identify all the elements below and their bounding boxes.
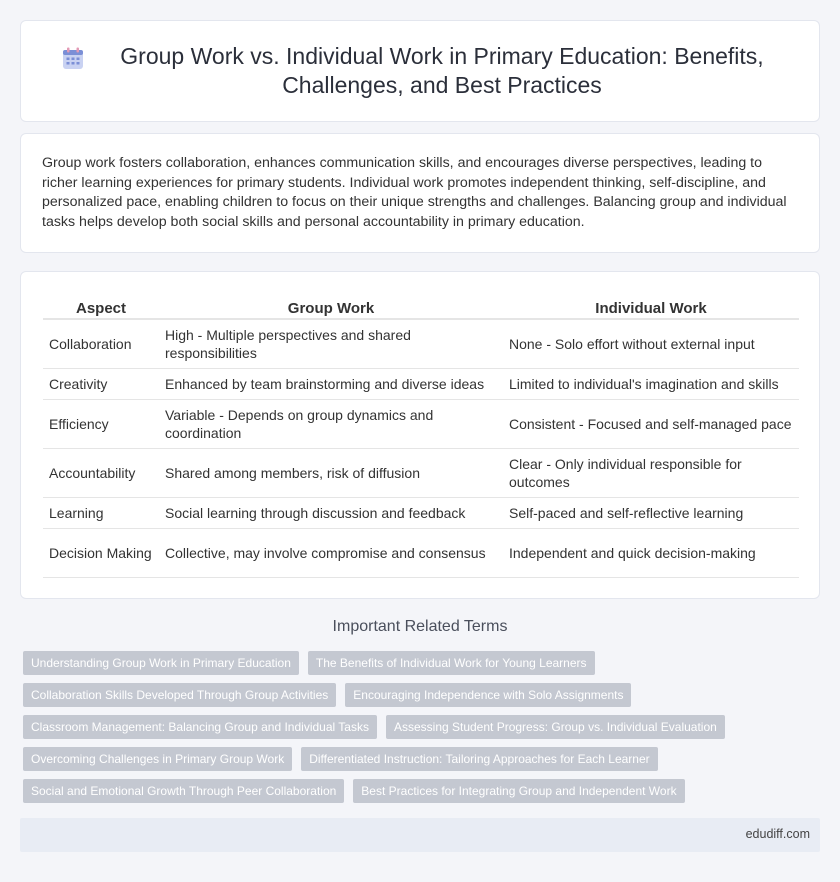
cell-individual: None - Solo effort without external input bbox=[503, 320, 799, 369]
related-term-tag[interactable]: Classroom Management: Balancing Group and Individual Tasks bbox=[23, 715, 377, 739]
header-individual-work: Individual Work bbox=[503, 296, 799, 320]
related-term-tag[interactable]: Collaboration Skills Developed Through Group Activities bbox=[23, 683, 336, 707]
cell-group: Collective, may involve compromise and consensus bbox=[159, 529, 503, 578]
footer-bar bbox=[20, 818, 820, 852]
table-row bbox=[43, 498, 799, 529]
cell-aspect: Creativity bbox=[43, 369, 159, 400]
cell-individual: Self-paced and self-reflective learning bbox=[503, 498, 799, 529]
comparison-table bbox=[43, 296, 799, 578]
related-term-tag[interactable]: Assessing Student Progress: Group vs. Individual Evaluation bbox=[386, 715, 725, 739]
related-term-tag[interactable]: Social and Emotional Growth Through Peer Collaboration bbox=[23, 779, 344, 803]
cell-individual: Independent and quick decision-making bbox=[503, 529, 799, 578]
related-term-tag[interactable]: The Benefits of Individual Work for Young Learners bbox=[308, 651, 595, 675]
cell-group: Shared among members, risk of diffusion bbox=[159, 449, 503, 498]
intro-paragraph: Group work fosters collaboration, enhances communication skills, and encourages diverse perspectives, leading to richer learning experiences for primary students. Individual work promotes independent thinking, self-discipline, and personalized pace, enabling children to focus on their unique strengths and challenges. Balancing group and individual tasks helps develop both social skills and personal accountability in primary education. bbox=[42, 155, 787, 230]
cell-aspect: Learning bbox=[43, 498, 159, 529]
table-row bbox=[43, 320, 799, 369]
related-term-tag[interactable]: Differentiated Instruction: Tailoring Approaches for Each Learner bbox=[301, 747, 657, 771]
cell-group: Social learning through discussion and feedback bbox=[159, 498, 503, 529]
cell-individual: Consistent - Focused and self-managed pace bbox=[503, 400, 799, 449]
cell-group: Variable - Depends on group dynamics and coordination bbox=[159, 400, 503, 449]
table-row bbox=[43, 449, 799, 498]
cell-individual: Limited to individual's imagination and skills bbox=[503, 369, 799, 400]
header-group-work: Group Work bbox=[159, 296, 503, 320]
related-term-tag[interactable]: Overcoming Challenges in Primary Group Work bbox=[23, 747, 292, 771]
cell-aspect: Decision Making bbox=[43, 529, 159, 578]
cell-group: Enhanced by team brainstorming and diverse ideas bbox=[159, 369, 503, 400]
comparison-card bbox=[20, 271, 820, 599]
cell-aspect: Accountability bbox=[43, 449, 159, 498]
calendar-grid-icon bbox=[60, 46, 86, 72]
table-row bbox=[43, 400, 799, 449]
cell-group: High - Multiple perspectives and shared responsibilities bbox=[159, 320, 503, 369]
cell-aspect: Efficiency bbox=[43, 400, 159, 449]
header-aspect: Aspect bbox=[43, 296, 159, 320]
related-terms-list bbox=[23, 651, 803, 811]
intro-card bbox=[20, 133, 820, 253]
footer-site-link[interactable]: edudiff.com bbox=[745, 827, 810, 841]
related-term-tag[interactable]: Understanding Group Work in Primary Education bbox=[23, 651, 299, 675]
table-row bbox=[43, 369, 799, 400]
page-title: Group Work vs. Individual Work in Primary Education: Benefits, Challenges, and Best Practices bbox=[120, 43, 764, 98]
related-term-tag[interactable]: Encouraging Independence with Solo Assignments bbox=[345, 683, 631, 707]
cell-aspect: Collaboration bbox=[43, 320, 159, 369]
header-card bbox=[20, 20, 820, 122]
related-term-tag[interactable]: Best Practices for Integrating Group and Independent Work bbox=[353, 779, 684, 803]
cell-individual: Clear - Only individual responsible for outcomes bbox=[503, 449, 799, 498]
related-terms-title: Important Related Terms bbox=[332, 618, 508, 635]
table-row bbox=[43, 529, 799, 578]
